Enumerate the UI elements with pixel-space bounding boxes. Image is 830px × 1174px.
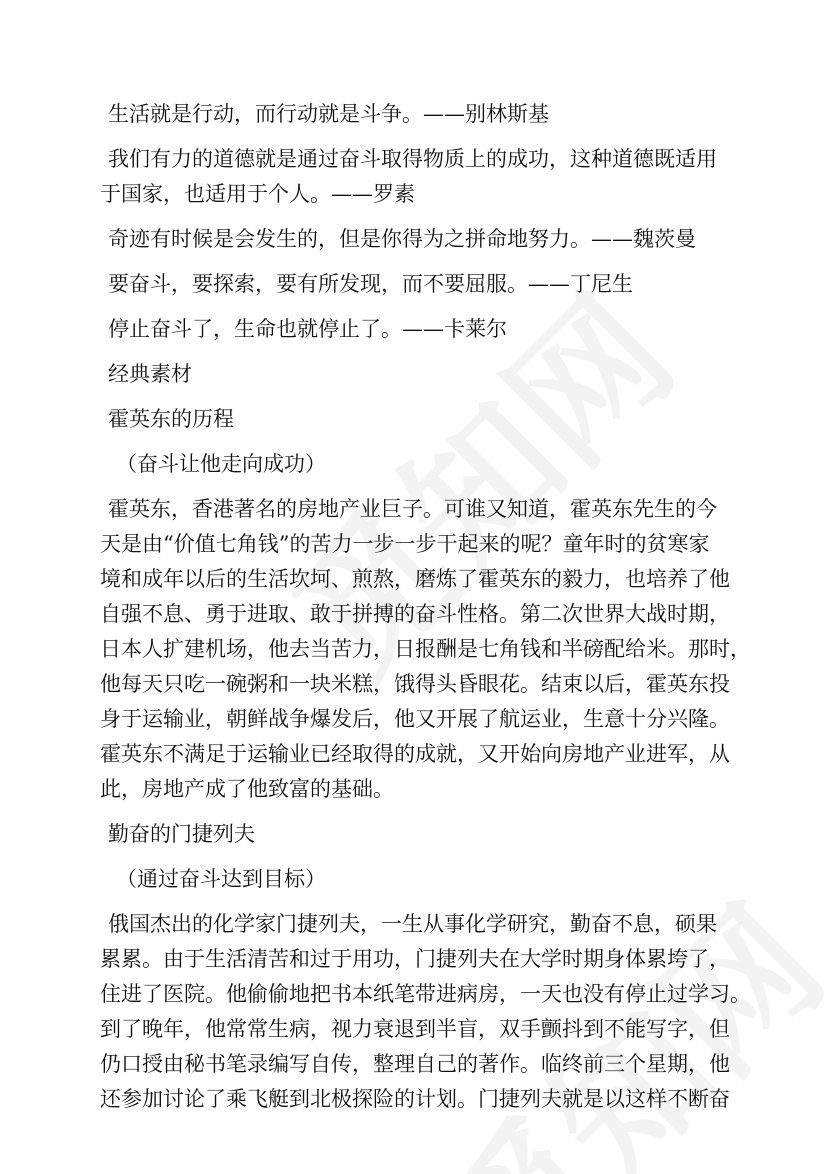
story-subtitle-text: （奋斗让他走向成功）	[116, 452, 326, 476]
body-line: 霍英东不满足于运输业已经取得的成就，又开始向房地产业进军，从	[100, 742, 730, 766]
quote-line: 我们有力的道德就是通过奋斗取得物质上的成功，这种道德既适用	[108, 147, 717, 171]
body-line: 自强不息、勇于进取、敢于拼搏的奋斗性格。第二次世界大战时期，	[100, 602, 730, 626]
body-line: 境和成年以后的生活坎坷、煎熬，磨炼了霍英东的毅力，也培养了他	[100, 567, 730, 591]
quote-line: 奇迹有时候是会发生的，但是你得为之拼命地努力。——魏茨曼	[108, 227, 696, 251]
story-subtitle	[108, 447, 736, 482]
body-line: 此，房地产成了他致富的基础。	[100, 777, 394, 801]
quote-paragraph	[108, 267, 736, 302]
body-line: 到了晚年，他常常生病，视力衰退到半盲，双手颤抖到不能写字，但	[100, 1017, 730, 1041]
story-title	[108, 402, 736, 437]
body-line: 仍口授由秘书笔录编写自传，整理自己的著作。临终前三个星期，他	[100, 1052, 730, 1076]
body-line: 霍英东，香港著名的房地产业巨子。可谁又知道，霍英东先生的今	[108, 497, 717, 521]
quote-line: 于国家，也适用于个人。——罗素	[100, 182, 415, 206]
quote-paragraph	[108, 312, 736, 347]
quote-paragraph	[100, 142, 736, 212]
quote-paragraph	[108, 222, 736, 257]
section-title-text: 经典素材	[108, 362, 192, 386]
story-subtitle-text: （通过奋斗达到目标）	[116, 867, 326, 891]
story-title	[108, 817, 736, 852]
body-line: 俄国杰出的化学家门捷列夫，一生从事化学研究，勤奋不息，硕果	[108, 912, 717, 936]
story-subtitle	[108, 862, 736, 897]
story-title-text: 勤奋的门捷列夫	[108, 822, 255, 846]
body-line: 日本人扩建机场，他去当苦力，日报酬是七角钱和半磅配给米。那时，	[100, 637, 751, 661]
section-title	[108, 357, 736, 392]
body-line: 天是由“价值七角钱”的苦力一步一步干起来的呢？童年时的贫寒家	[100, 532, 710, 556]
body-line: 身于运输业，朝鲜战争爆发后，他又开展了航运业，生意十分兴隆。	[100, 707, 730, 731]
story-title-text: 霍英东的历程	[108, 407, 234, 431]
story-body	[100, 907, 751, 1117]
document-body	[100, 97, 751, 1127]
body-line: 住进了医院。他偷偷地把书本纸笔带进病房，一天也没有停止过学习。	[100, 982, 751, 1006]
body-line: 累累。由于生活清苦和过于用功，门捷列夫在大学时期身体累垮了，	[100, 947, 730, 971]
body-line: 他每天只吃一碗粥和一块米糕，饿得头昏眼花。结束以后，霍英东投	[100, 672, 730, 696]
quote-line: 生活就是行动，而行动就是斗争。——别林斯基	[108, 102, 549, 126]
quote-line: 要奋斗，要探索，要有所发现，而不要屈服。——丁尼生	[108, 272, 633, 296]
quote-paragraph	[108, 97, 736, 132]
body-line: 还参加讨论了乘飞艇到北极探险的计划。门捷列夫就是以这样不断奋	[100, 1087, 730, 1111]
quote-line: 停止奋斗了，生命也就停止了。——卡莱尔	[108, 317, 507, 341]
story-body	[100, 492, 751, 807]
